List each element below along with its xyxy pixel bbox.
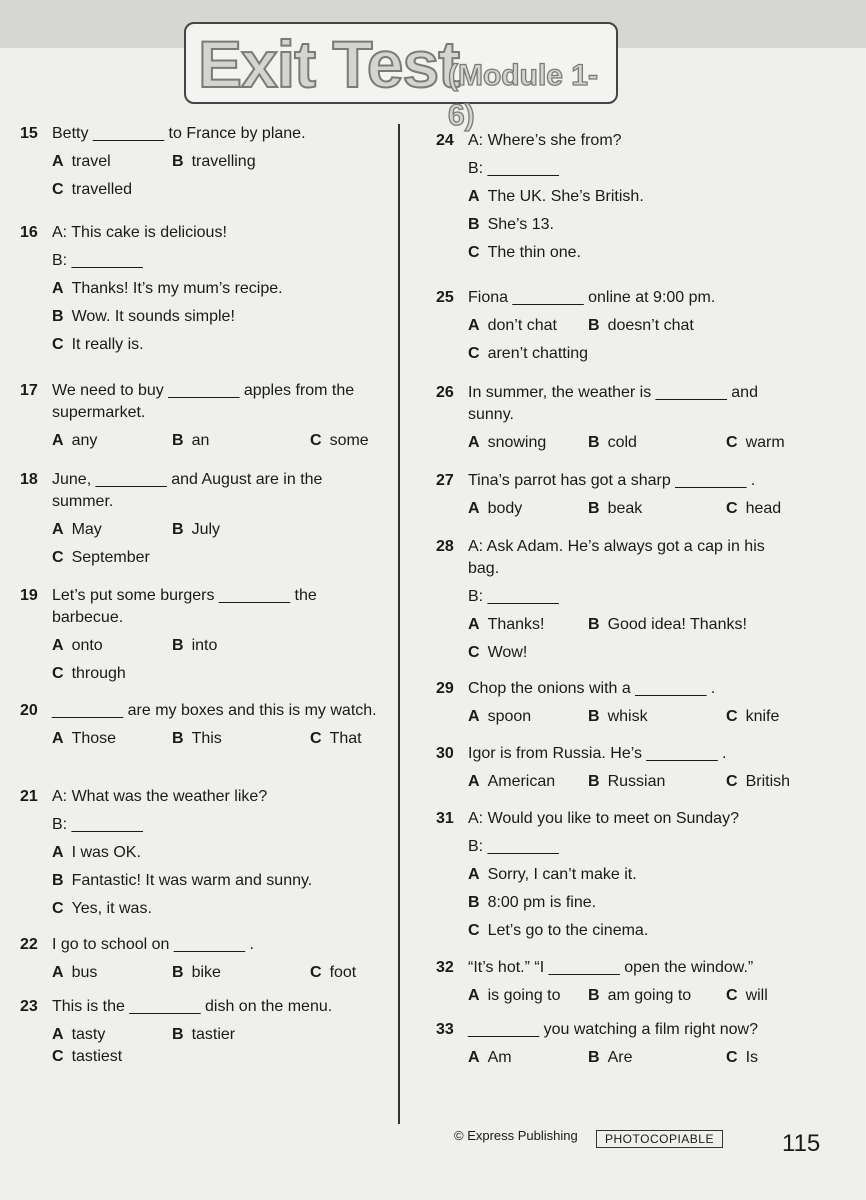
option-text: That	[329, 730, 362, 747]
option-text: is going to	[487, 987, 561, 1004]
question-33	[436, 1019, 808, 1073]
option-text: Wow. It sounds simple!	[71, 308, 235, 325]
question-text: A: Would you like to meet on Sunday?	[468, 810, 739, 827]
option-letter: B	[588, 1049, 600, 1066]
option-text: travel	[71, 153, 111, 170]
question-20	[20, 700, 392, 756]
option-a	[468, 1047, 512, 1069]
option-text: bike	[191, 964, 221, 981]
option-letter: C	[310, 730, 322, 747]
option-text: whisk	[607, 708, 648, 725]
option-c	[726, 432, 785, 454]
question-number: 29	[436, 680, 454, 697]
option-b	[172, 728, 222, 750]
option-text: beak	[607, 500, 643, 517]
option-c	[468, 642, 527, 664]
question-number: 23	[20, 998, 38, 1015]
option-a	[468, 771, 555, 793]
option-text: Thanks!	[487, 616, 545, 633]
option-a	[468, 315, 557, 337]
option-text: Wow!	[487, 644, 528, 661]
option-letter: C	[52, 665, 64, 682]
option-letter: A	[468, 434, 480, 451]
option-letter: C	[726, 773, 738, 790]
option-letter: B	[588, 317, 600, 334]
option-text: I was OK.	[71, 844, 141, 861]
answer-options	[52, 842, 392, 926]
option-c	[726, 1047, 758, 1069]
option-b	[588, 706, 648, 728]
option-letter: A	[468, 500, 480, 517]
option-letter: C	[52, 181, 64, 198]
answer-options	[52, 278, 392, 362]
option-text: tastier	[191, 1026, 236, 1043]
question-number: 24	[436, 132, 454, 149]
option-b	[588, 498, 642, 520]
question-26	[436, 382, 808, 460]
option-a	[52, 842, 141, 864]
question-text: A: What was the weather like?	[52, 788, 268, 805]
option-text: travelling	[191, 153, 256, 170]
answer-blank-line: B: ________	[52, 252, 143, 269]
option-text: British	[745, 773, 791, 790]
option-text: through	[71, 665, 126, 682]
option-text: American	[487, 773, 556, 790]
option-letter: C	[468, 922, 480, 939]
option-a	[52, 519, 102, 541]
option-text: Good idea! Thanks!	[607, 616, 747, 633]
option-letter: B	[172, 1026, 184, 1043]
option-letter: C	[726, 708, 738, 725]
question-23	[20, 996, 392, 1068]
question-number: 21	[20, 788, 38, 805]
option-c	[52, 663, 126, 685]
option-b	[468, 214, 554, 236]
option-letter: C	[726, 434, 738, 451]
question-text: ________ you watching a film right now?	[468, 1021, 758, 1038]
question-number: 28	[436, 538, 454, 555]
column-divider	[398, 124, 400, 1124]
photocopiable-label: PHOTOCOPIABLE	[596, 1130, 723, 1148]
answer-blank-line: B: ________	[52, 816, 143, 833]
question-24	[436, 130, 808, 270]
question-text: Igor is from Russia. He’s ________ .	[468, 745, 727, 762]
option-text: cold	[607, 434, 637, 451]
page-subtitle: (Module 1-6)	[448, 59, 598, 132]
option-c	[468, 920, 648, 942]
option-letter: B	[588, 987, 600, 1004]
option-letter: A	[52, 637, 64, 654]
option-letter: B	[172, 432, 184, 449]
option-letter: B	[52, 308, 64, 325]
question-number: 18	[20, 471, 38, 488]
option-b	[52, 870, 312, 892]
answer-options	[52, 1024, 392, 1068]
option-letter: B	[172, 730, 184, 747]
question-text: June, ________ and August are in the summer.	[52, 471, 323, 510]
option-letter: A	[468, 1049, 480, 1066]
option-text: any	[71, 432, 98, 449]
question-text: ________ are my boxes and this is my watch.	[52, 702, 377, 719]
option-letter: A	[468, 773, 480, 790]
answer-options	[468, 498, 808, 526]
question-number: 30	[436, 745, 454, 762]
question-text: In summer, the weather is ________ and sunny.	[468, 384, 758, 423]
page-title: Exit Test	[198, 27, 460, 101]
question-number: 25	[436, 289, 454, 306]
option-letter: A	[52, 964, 64, 981]
question-number: 32	[436, 959, 454, 976]
option-b	[588, 985, 691, 1007]
option-text: Russian	[607, 773, 666, 790]
option-c	[310, 962, 356, 984]
answer-options	[468, 432, 808, 460]
option-letter: C	[52, 1048, 64, 1065]
question-22	[20, 934, 392, 990]
question-27	[436, 470, 808, 526]
answer-options	[52, 430, 392, 458]
option-text: Let’s go to the cinema.	[487, 922, 649, 939]
question-number: 33	[436, 1021, 454, 1038]
option-a	[52, 151, 111, 173]
question-number: 26	[436, 384, 454, 401]
option-a	[52, 430, 97, 452]
option-b	[172, 430, 209, 452]
answer-options	[468, 614, 808, 670]
option-letter: B	[172, 637, 184, 654]
option-b	[588, 1047, 632, 1069]
option-a	[468, 864, 637, 886]
option-text: an	[191, 432, 210, 449]
option-text: The thin one.	[487, 244, 581, 261]
option-c	[52, 1046, 122, 1068]
question-15	[20, 123, 392, 207]
option-c	[52, 334, 144, 356]
option-letter: A	[52, 432, 64, 449]
question-text: Fiona ________ online at 9:00 pm.	[468, 289, 716, 306]
option-text: will	[745, 987, 768, 1004]
page-number: 115	[782, 1130, 821, 1157]
option-letter: B	[588, 500, 600, 517]
option-letter: A	[468, 317, 480, 334]
option-letter: B	[588, 616, 600, 633]
option-letter: C	[726, 1049, 738, 1066]
answer-options	[468, 985, 808, 1013]
answer-options	[468, 315, 808, 371]
option-letter: A	[468, 866, 480, 883]
answer-options	[468, 706, 808, 734]
option-text: doesn’t chat	[607, 317, 694, 334]
question-30	[436, 743, 808, 799]
option-text: Is	[745, 1049, 759, 1066]
option-letter: C	[468, 345, 480, 362]
option-b	[172, 635, 217, 657]
question-18	[20, 469, 392, 575]
answer-options	[52, 635, 392, 691]
option-text: don’t chat	[487, 317, 557, 334]
option-letter: A	[468, 708, 480, 725]
option-text: some	[329, 432, 369, 449]
option-letter: A	[52, 280, 64, 297]
question-text: Betty ________ to France by plane.	[52, 125, 306, 142]
option-c	[52, 547, 150, 569]
option-c	[310, 430, 369, 452]
question-text: A: Where’s she from?	[468, 132, 622, 149]
question-text: Let’s put some burgers ________ the barbecue.	[52, 587, 317, 626]
option-letter: A	[52, 153, 64, 170]
option-text: foot	[329, 964, 357, 981]
answer-options	[468, 1047, 808, 1073]
option-c	[726, 771, 790, 793]
option-text: Thanks! It’s my mum’s recipe.	[71, 280, 283, 297]
question-text: Chop the onions with a ________ .	[468, 680, 716, 697]
option-b	[588, 315, 694, 337]
option-text: am going to	[607, 987, 692, 1004]
question-number: 17	[20, 382, 38, 399]
question-number: 31	[436, 810, 454, 827]
question-29	[436, 678, 808, 734]
option-letter: B	[588, 434, 600, 451]
option-text: The UK. She’s British.	[487, 188, 644, 205]
option-letter: C	[726, 987, 738, 1004]
option-letter: A	[52, 730, 64, 747]
option-a	[468, 985, 561, 1007]
option-a	[468, 706, 531, 728]
question-19	[20, 585, 392, 691]
option-letter: C	[52, 900, 64, 917]
option-letter: A	[52, 1026, 64, 1043]
option-b	[588, 432, 637, 454]
question-16	[20, 222, 392, 362]
question-number: 16	[20, 224, 38, 241]
question-25	[436, 287, 808, 371]
option-a	[52, 1024, 105, 1046]
option-letter: B	[172, 964, 184, 981]
option-text: It really is.	[71, 336, 144, 353]
option-c	[468, 343, 588, 365]
option-text: onto	[71, 637, 103, 654]
option-letter: A	[468, 616, 480, 633]
option-text: knife	[745, 708, 780, 725]
option-text: tastiest	[71, 1048, 123, 1065]
question-number: 27	[436, 472, 454, 489]
option-a	[468, 186, 644, 208]
option-text: bus	[71, 964, 98, 981]
option-text: tasty	[71, 1026, 106, 1043]
option-a	[52, 278, 283, 300]
option-letter: C	[52, 549, 64, 566]
question-31	[436, 808, 808, 948]
option-text: into	[191, 637, 218, 654]
answer-blank-line: B: ________	[468, 838, 559, 855]
question-number: 19	[20, 587, 38, 604]
answer-options	[468, 864, 808, 948]
option-letter: C	[468, 644, 480, 661]
question-text: Tina’s parrot has got a sharp ________ .	[468, 472, 756, 489]
option-letter: A	[468, 188, 480, 205]
question-number: 15	[20, 125, 38, 142]
answer-options	[468, 186, 808, 270]
title-box	[184, 22, 618, 132]
option-a	[468, 614, 544, 636]
option-letter: B	[52, 872, 64, 889]
option-letter: B	[588, 708, 600, 725]
option-text: July	[191, 521, 221, 538]
question-17	[20, 380, 392, 458]
option-text: travelled	[71, 181, 133, 198]
option-text: This	[191, 730, 222, 747]
question-text: This is the ________ dish on the menu.	[52, 998, 333, 1015]
option-text: Those	[71, 730, 117, 747]
question-text: A: Ask Adam. He’s always got a cap in his bag.	[468, 538, 765, 577]
option-letter: B	[588, 773, 600, 790]
option-c	[726, 706, 779, 728]
option-letter: C	[468, 244, 480, 261]
option-a	[52, 728, 116, 750]
option-text: Fantastic! It was warm and sunny.	[71, 872, 313, 889]
option-letter: A	[52, 521, 64, 538]
option-text: spoon	[487, 708, 532, 725]
option-letter: C	[310, 964, 322, 981]
option-b	[468, 892, 596, 914]
option-a	[52, 635, 103, 657]
option-text: Sorry, I can’t make it.	[487, 866, 637, 883]
option-a	[52, 962, 97, 984]
option-letter: B	[172, 521, 184, 538]
option-b	[172, 962, 221, 984]
option-c	[726, 498, 781, 520]
option-text: head	[745, 500, 782, 517]
option-text: May	[71, 521, 102, 538]
option-a	[468, 498, 522, 520]
answer-blank-line: B: ________	[468, 588, 559, 605]
question-text: I go to school on ________ .	[52, 936, 254, 953]
option-c	[726, 985, 768, 1007]
option-c	[468, 242, 581, 264]
question-21	[20, 786, 392, 926]
option-b	[172, 151, 256, 173]
option-text: warm	[745, 434, 785, 451]
option-text: body	[487, 500, 523, 517]
question-text: A: This cake is delicious!	[52, 224, 227, 241]
option-text: aren’t chatting	[487, 345, 589, 362]
answer-options	[52, 519, 392, 575]
option-c	[52, 179, 132, 201]
option-letter: C	[310, 432, 322, 449]
option-text: She’s 13.	[487, 216, 554, 233]
answer-blank-line: B: ________	[468, 160, 559, 177]
option-letter: B	[468, 216, 480, 233]
question-text: We need to buy ________ apples from the supermarket.	[52, 382, 355, 421]
question-32	[436, 957, 808, 1013]
option-letter: A	[468, 987, 480, 1004]
option-b	[588, 614, 747, 636]
option-text: 8:00 pm is fine.	[487, 894, 597, 911]
option-letter: C	[52, 336, 64, 353]
option-b	[172, 519, 220, 541]
question-number: 22	[20, 936, 38, 953]
question-28	[436, 536, 808, 670]
option-b	[52, 306, 235, 328]
option-text: Are	[607, 1049, 633, 1066]
option-letter: B	[468, 894, 480, 911]
option-c	[52, 898, 152, 920]
option-b	[588, 771, 665, 793]
option-letter: A	[52, 844, 64, 861]
option-letter: B	[172, 153, 184, 170]
answer-options	[52, 962, 392, 990]
answer-options	[468, 771, 808, 799]
option-c	[310, 728, 362, 750]
question-number: 20	[20, 702, 38, 719]
option-text: snowing	[487, 434, 547, 451]
copyright-text: © Express Publishing	[454, 1128, 578, 1143]
option-letter: C	[726, 500, 738, 517]
option-text: Am	[487, 1049, 512, 1066]
option-text: Yes, it was.	[71, 900, 152, 917]
question-text: “It’s hot.” “I ________ open the window.”	[468, 959, 754, 976]
option-text: September	[71, 549, 150, 566]
answer-options	[52, 151, 392, 207]
option-b	[172, 1024, 235, 1046]
answer-options	[52, 728, 392, 756]
option-a	[468, 432, 546, 454]
